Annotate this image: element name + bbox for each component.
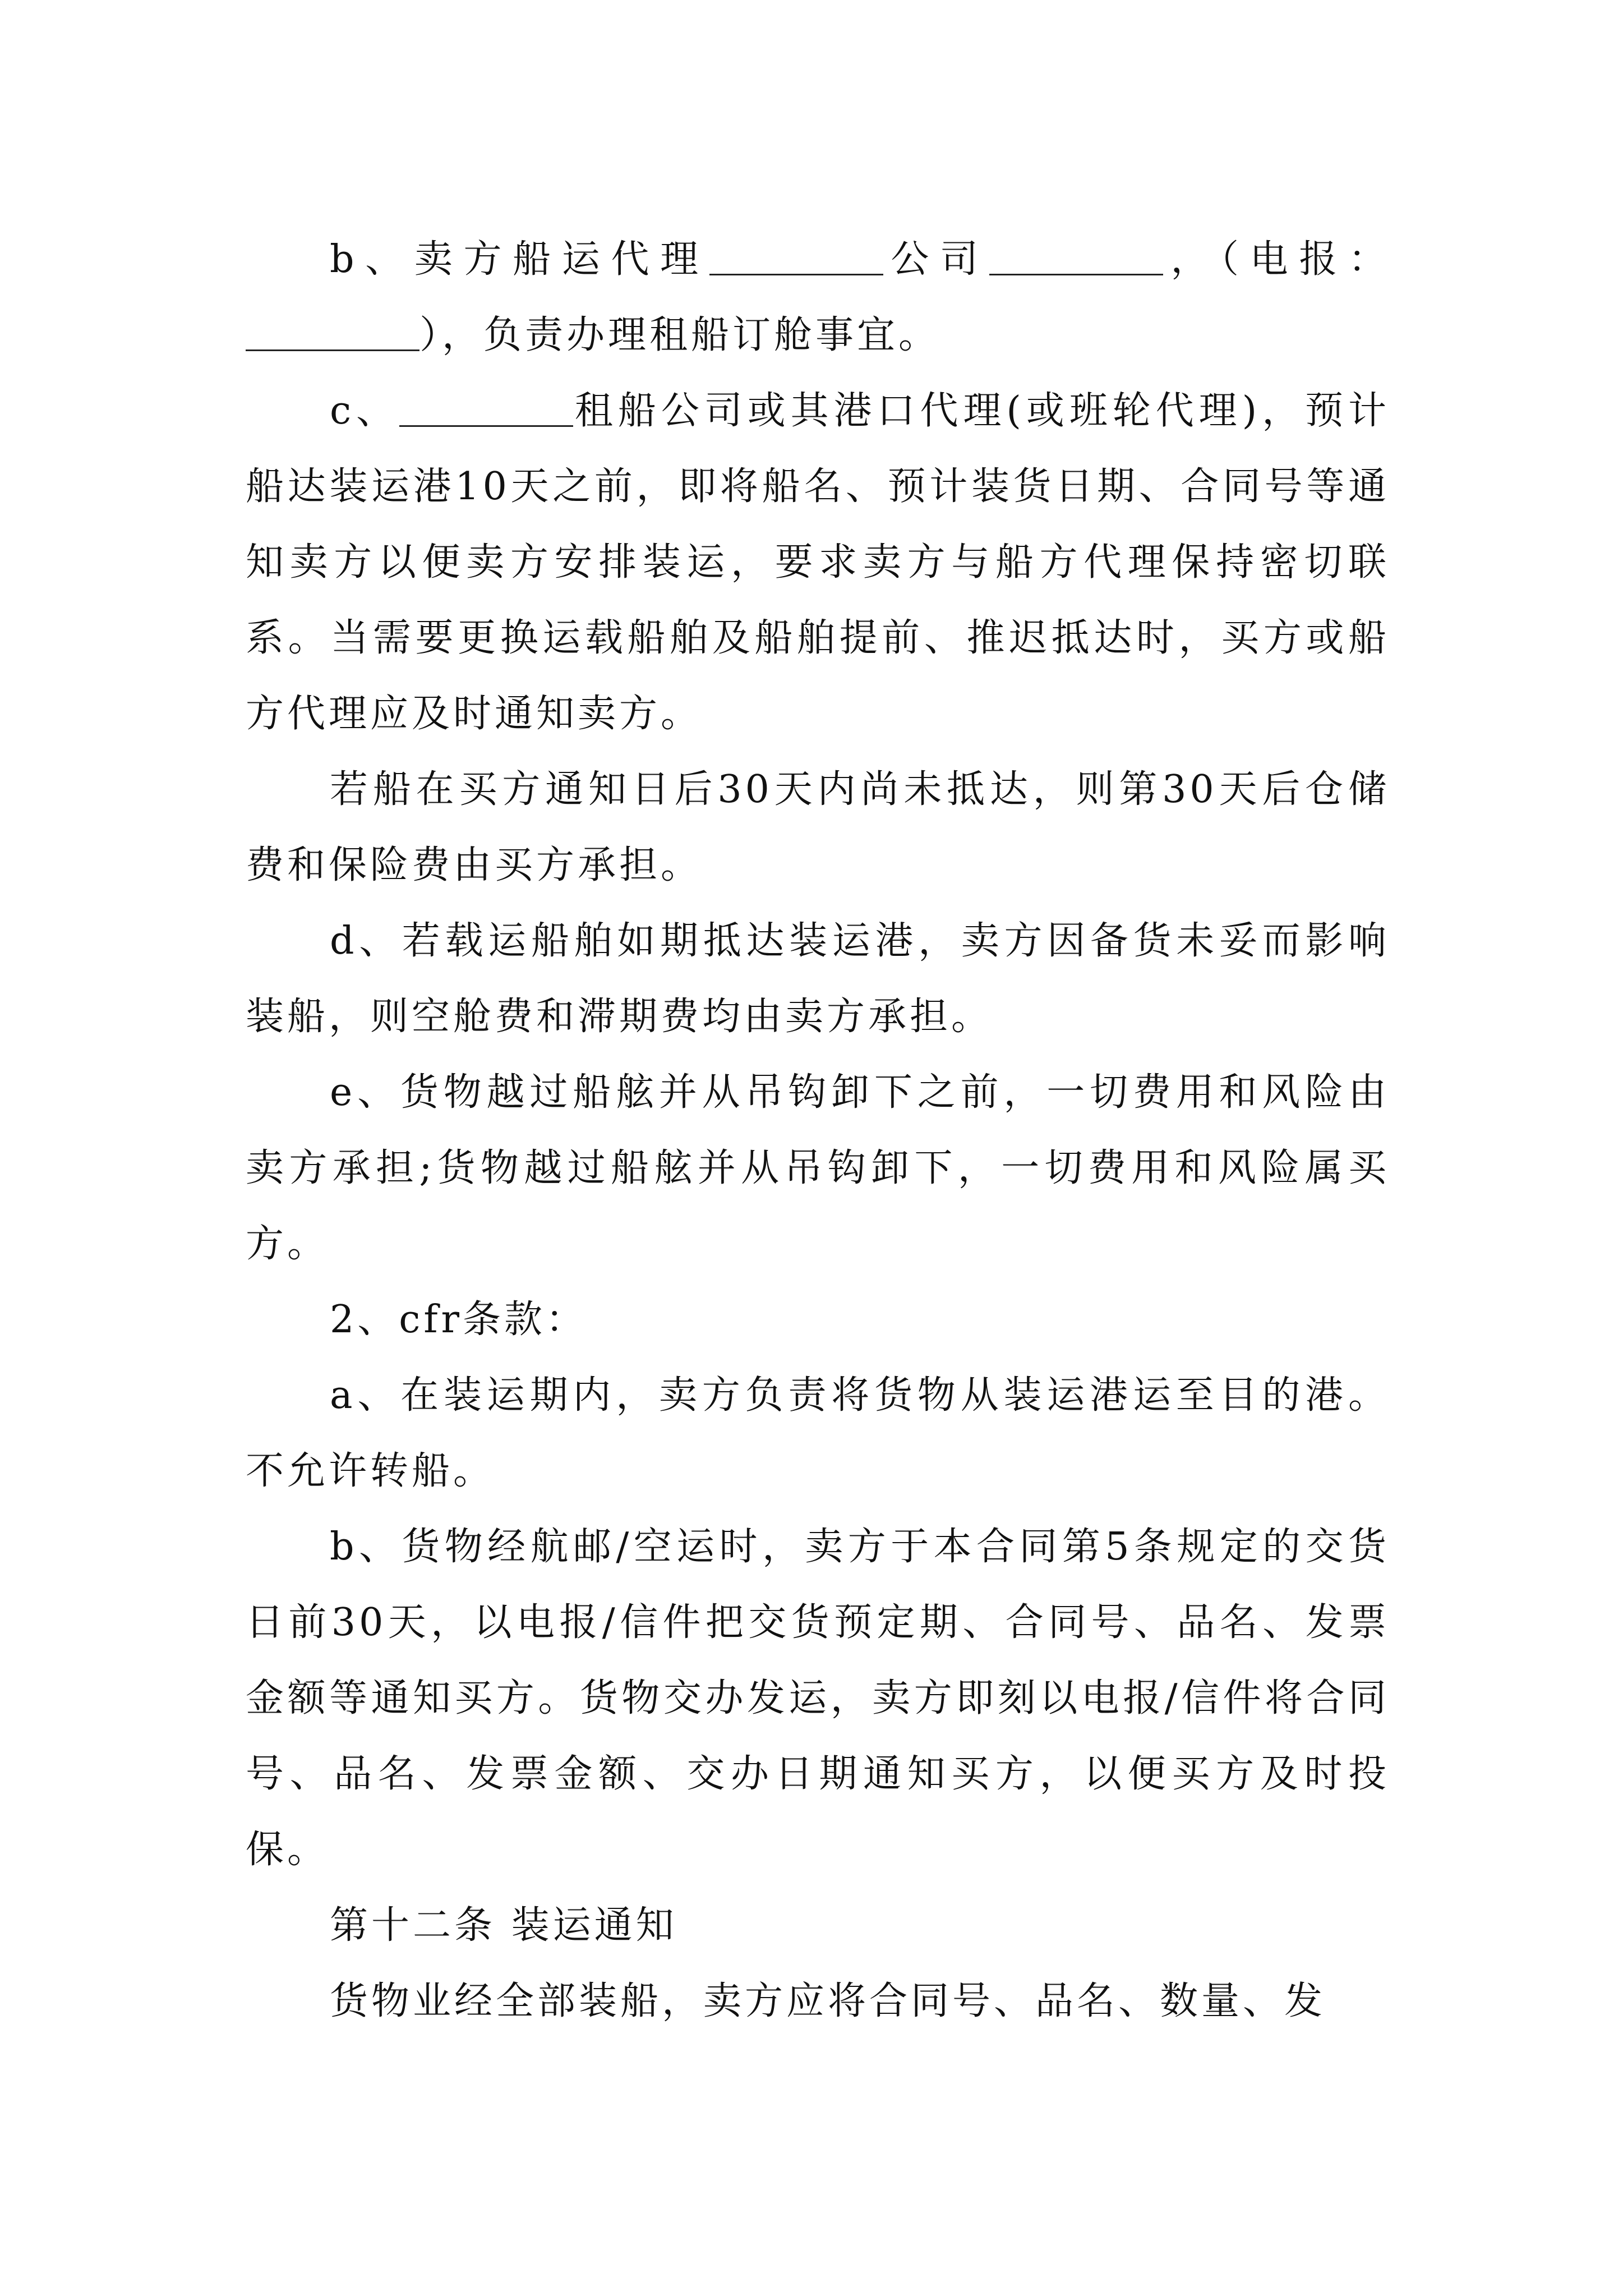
clause-d-dead-freight: d、若载运船舶如期抵达装运港，卖方因备货未妥而影响装船，则空舱费和滞期费均由卖方承担。 <box>246 919 1390 1039</box>
clause-b-airmail-notice: b、货物经航邮/空运时，卖方于本合同第5条规定的交货日前30天，以电报/信件把交货预定期、合同号、品名、发票金额等通知买方。货物交办发运，卖方即刻以电报/信件将合同号、品名、发票金额、交办日期通知买方，以便买方及时投保。 <box>246 1525 1390 1872</box>
clause-c-text-2: 租船公司或其港口代理(或班轮代理)，预计船达装运港10天之前，即将船名、预计装货日期、合同号等通知卖方以便卖方安排装运，要求卖方与船方代理保持密切联系。当需要更换运载船舶及船舶提前、推迟抵达时，买方或船方代理应及时通知卖方。 <box>246 389 1390 736</box>
clause-b-shipping-agent <box>246 222 1390 373</box>
clause-b-text-3: ，（电报： <box>1163 237 1390 282</box>
clause-c-charter-company <box>246 373 1390 752</box>
document-body <box>246 222 1390 2039</box>
clause-e-risk-transfer: e、货物越过船舷并从吊钩卸下之前，一切费用和风险由卖方承担;货物越过船舷并从吊钩卸下，一切费用和风险属买方。 <box>246 1070 1390 1266</box>
article-12-body: 货物业经全部装船，卖方应将合同号、品名、数量、发 <box>330 1979 1326 2023</box>
telegram-blank <box>246 310 419 351</box>
clause-b-text-1: b、卖方船运代理 <box>330 237 709 282</box>
company-name-blank <box>989 234 1163 275</box>
charter-company-blank <box>399 386 573 427</box>
article-12-heading: 第十二条 装运通知 <box>330 1903 677 1948</box>
clause-b-text-4: ），负责办理租船订舱事宜。 <box>419 313 940 357</box>
agent-name-blank <box>709 234 883 275</box>
paragraph-storage-insurance: 若船在买方通知日后30天内尚未抵达，则第30天后仓储费和保险费由买方承担。 <box>246 767 1390 887</box>
section-cfr-terms: 2、cfr条款： <box>330 1297 588 1342</box>
clause-a-cfr-shipment: a、在装运期内，卖方负责将货物从装运港运至目的港。不允许转船。 <box>246 1373 1390 1493</box>
clause-c-text-1: c、 <box>330 389 399 433</box>
clause-b-text-2: 公司 <box>883 237 989 282</box>
